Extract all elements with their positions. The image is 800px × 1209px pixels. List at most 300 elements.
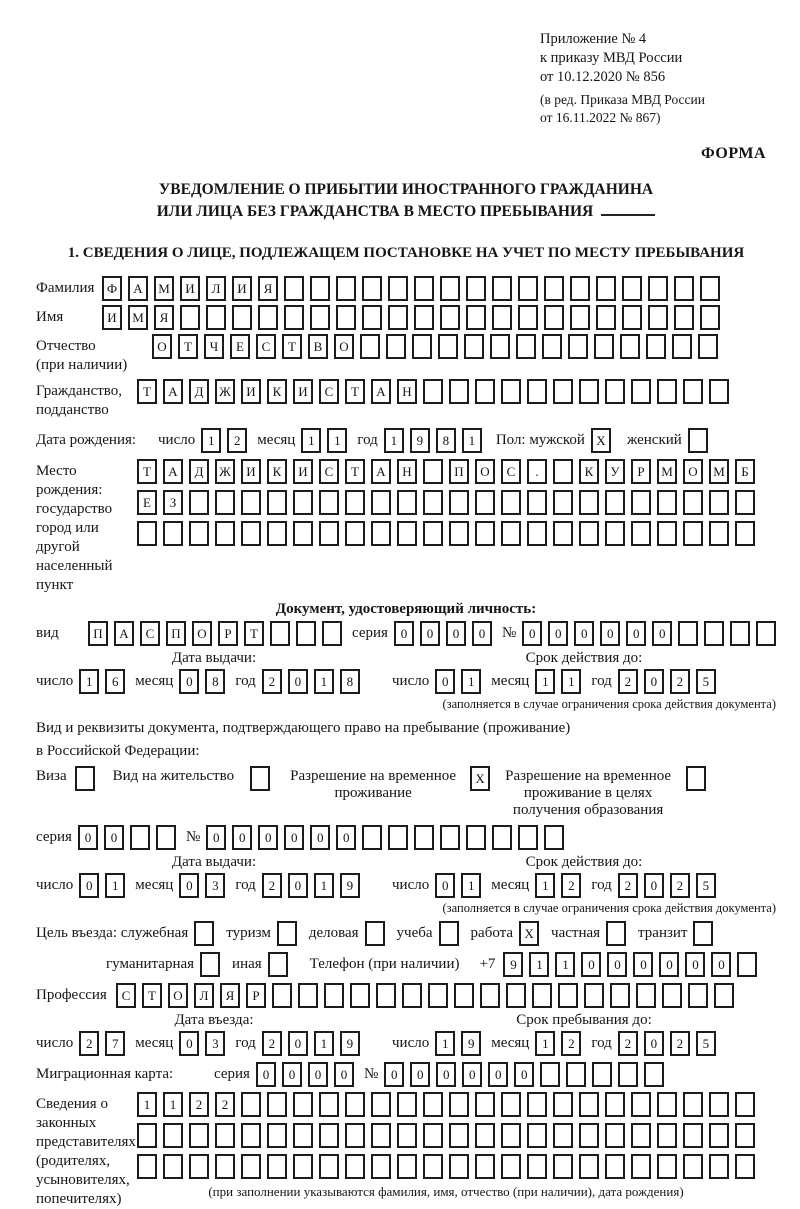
residence-doc-series-row (36, 825, 776, 850)
legal-reps-row (36, 1092, 776, 1209)
purpose-transit-checkbox (693, 921, 713, 946)
char-box (688, 983, 708, 1008)
char-box: И (180, 276, 200, 301)
char-box: 2 (618, 669, 638, 694)
birth-place-label-line2: государство (36, 501, 113, 517)
char-box (414, 276, 434, 301)
char-box (492, 276, 512, 301)
char-box (397, 521, 417, 546)
char-box (336, 305, 356, 330)
char-box: 0 (282, 1062, 302, 1087)
char-box: Л (206, 276, 226, 301)
year-label: год (235, 1035, 256, 1051)
char-box (362, 305, 382, 330)
char-box (490, 334, 510, 359)
identity-valid-row (392, 669, 776, 694)
char-box: П (166, 621, 186, 646)
char-box (267, 1123, 287, 1148)
char-box: Ч (204, 334, 224, 359)
char-box: 0 (420, 621, 440, 646)
char-box (553, 459, 573, 484)
char-box: 0 (548, 621, 568, 646)
entry-date-row (36, 1031, 392, 1056)
char-box: 0 (711, 952, 731, 977)
char-box: 0 (232, 825, 252, 850)
char-box: 0 (652, 621, 672, 646)
identity-valid-col (392, 649, 776, 694)
char-box (449, 490, 469, 515)
char-box (215, 521, 235, 546)
char-box (527, 521, 547, 546)
temp-residence-label (284, 766, 462, 802)
char-box (189, 490, 209, 515)
char-box (388, 305, 408, 330)
issue-date-heading: Дата выдачи: (171, 854, 257, 870)
char-box: А (163, 459, 183, 484)
char-box (449, 1123, 469, 1148)
char-box (414, 305, 434, 330)
char-box (423, 1154, 443, 1179)
char-box (570, 276, 590, 301)
sex-male-checkbox (591, 428, 611, 453)
char-box: Т (178, 334, 198, 359)
char-box (137, 521, 157, 546)
purpose-private-checkbox (606, 921, 626, 946)
char-box: X (591, 428, 611, 453)
char-box: 1 (555, 952, 575, 977)
temp-residence-edu-checkbox (686, 766, 706, 791)
char-box (319, 1154, 339, 1179)
char-box (501, 379, 521, 404)
char-box (518, 276, 538, 301)
entry-date-col (36, 1011, 392, 1056)
char-box (622, 276, 642, 301)
char-box (657, 490, 677, 515)
char-box: 2 (670, 873, 690, 898)
char-box: 0 (472, 621, 492, 646)
stay-until-col (392, 1011, 776, 1056)
char-box: Е (230, 334, 250, 359)
char-box: У (605, 459, 625, 484)
form-title-line1: УВЕДОМЛЕНИЕ О ПРИБЫТИИ ИНОСТРАННОГО ГРАЖДАНИНА (158, 181, 654, 198)
char-box (241, 521, 261, 546)
char-box (466, 825, 486, 850)
day-label: число (392, 673, 430, 689)
entry-day (79, 1031, 125, 1056)
char-box (527, 1123, 547, 1148)
char-box: А (128, 276, 148, 301)
char-box (480, 983, 500, 1008)
char-box: 5 (696, 669, 716, 694)
char-box: 1 (105, 873, 125, 898)
char-box: Н (397, 459, 417, 484)
birth-place-label-line4: населенный пункт (36, 558, 113, 593)
month-label: месяц (135, 673, 174, 689)
char-box: Т (137, 459, 157, 484)
name-label: Имя (36, 309, 64, 325)
purpose-other-label: иная (232, 956, 262, 972)
char-box: 2 (227, 428, 247, 453)
char-box (631, 490, 651, 515)
char-box: 8 (436, 428, 456, 453)
day-label: число (158, 432, 196, 448)
char-box: С (116, 983, 136, 1008)
char-box (215, 490, 235, 515)
char-box (475, 1092, 495, 1117)
char-box (423, 490, 443, 515)
char-box: 5 (696, 873, 716, 898)
purpose-study-label: учеба (396, 925, 433, 941)
char-box (579, 1092, 599, 1117)
char-box: 7 (105, 1031, 125, 1056)
char-box (319, 490, 339, 515)
char-box (735, 1123, 755, 1148)
char-box: 2 (189, 1092, 209, 1117)
char-box (501, 1092, 521, 1117)
purpose-humanitarian-label: гуманитарная (106, 956, 195, 972)
legal-reps-line3-boxes (137, 1154, 755, 1179)
char-box (605, 1123, 625, 1148)
char-box: 0 (514, 1062, 534, 1087)
char-box: 0 (206, 825, 226, 850)
phone-label: Телефон (при наличии) (309, 956, 460, 972)
char-box (579, 379, 599, 404)
purpose-transit-label: транзит (638, 925, 688, 941)
entry-month (179, 1031, 225, 1056)
char-box (250, 766, 270, 791)
doc-type-boxes (88, 621, 342, 646)
char-box (464, 334, 484, 359)
char-box (75, 766, 95, 791)
char-box: 0 (284, 825, 304, 850)
purpose-work-checkbox (519, 921, 539, 946)
char-box (194, 921, 214, 946)
char-box (336, 276, 356, 301)
char-box (200, 952, 220, 977)
form-word: ФОРМА (700, 145, 766, 162)
residence-valid-row (392, 873, 776, 898)
stay-day (435, 1031, 481, 1056)
char-box (648, 276, 668, 301)
purpose-study-checkbox (439, 921, 459, 946)
char-box (579, 1123, 599, 1148)
char-box: К (579, 459, 599, 484)
char-box (371, 1154, 391, 1179)
char-box: Т (282, 334, 302, 359)
char-box (605, 1092, 625, 1117)
legal-reps-note: (при заполнении указываются фамилия, имя, отчество (при наличии), дата рождения) (208, 1184, 684, 1199)
char-box: 1 (535, 669, 555, 694)
surname-row (36, 276, 776, 301)
char-box (542, 334, 562, 359)
char-box (636, 983, 656, 1008)
identity-valid-month (535, 669, 581, 694)
char-box (662, 983, 682, 1008)
char-box (657, 521, 677, 546)
char-box: 1 (435, 1031, 455, 1056)
char-box (268, 952, 288, 977)
char-box (553, 521, 573, 546)
char-box (620, 334, 640, 359)
char-box: 0 (488, 1062, 508, 1087)
char-box (693, 921, 713, 946)
char-box (206, 305, 226, 330)
residence-permit-checkbox (250, 766, 270, 791)
char-box (319, 1123, 339, 1148)
char-box (350, 983, 370, 1008)
char-box: 5 (696, 1031, 716, 1056)
char-box: 0 (659, 952, 679, 977)
temp-residence-edu-line1: Разрешение на временное (505, 768, 672, 784)
year-label: год (235, 673, 256, 689)
char-box (657, 1123, 677, 1148)
char-box (296, 621, 316, 646)
birth-day-boxes (201, 428, 247, 453)
char-box: О (192, 621, 212, 646)
char-box (360, 334, 380, 359)
char-box: 9 (340, 873, 360, 898)
name-row (36, 305, 776, 330)
char-box (527, 490, 547, 515)
series-label: серия (36, 829, 72, 845)
char-box: 0 (308, 1062, 328, 1087)
char-box (438, 334, 458, 359)
birth-place-line2-boxes (137, 490, 755, 515)
char-box: Т (137, 379, 157, 404)
char-box (137, 1123, 157, 1148)
char-box (423, 521, 443, 546)
char-box: 0 (179, 669, 199, 694)
migration-series-boxes (256, 1062, 354, 1087)
char-box: 1 (535, 873, 555, 898)
char-box: . (527, 459, 547, 484)
char-box (163, 521, 183, 546)
patronymic-label (36, 334, 152, 375)
char-box: 9 (461, 1031, 481, 1056)
char-box (362, 276, 382, 301)
char-box (241, 490, 261, 515)
char-box (605, 521, 625, 546)
char-box (163, 1123, 183, 1148)
patronymic-row (36, 334, 776, 375)
patronymic-boxes (152, 334, 718, 359)
char-box: П (449, 459, 469, 484)
char-box (558, 983, 578, 1008)
char-box (686, 766, 706, 791)
char-box: О (168, 983, 188, 1008)
birth-place-row (36, 459, 776, 595)
char-box: Л (194, 983, 214, 1008)
doc-number-boxes (522, 621, 776, 646)
char-box: 0 (581, 952, 601, 977)
legal-reps-label-line6: попечителях) (36, 1191, 122, 1207)
char-box: К (267, 379, 287, 404)
char-box (518, 825, 538, 850)
char-box (672, 334, 692, 359)
char-box: 0 (644, 669, 664, 694)
char-box: 0 (435, 669, 455, 694)
char-box: 2 (262, 873, 282, 898)
appendix-block (540, 30, 776, 127)
profession-row (36, 983, 776, 1008)
char-box: 1 (461, 669, 481, 694)
char-box (644, 1062, 664, 1087)
purpose-business-checkbox (365, 921, 385, 946)
char-box: Д (189, 379, 209, 404)
char-box: М (709, 459, 729, 484)
char-box (606, 921, 626, 946)
char-box (683, 379, 703, 404)
char-box: 1 (327, 428, 347, 453)
doc-type-label: вид (36, 625, 59, 641)
day-label: число (392, 1035, 430, 1051)
char-box: О (334, 334, 354, 359)
char-box: Я (220, 983, 240, 1008)
char-box (345, 1123, 365, 1148)
char-box: О (152, 334, 172, 359)
char-box: 0 (310, 825, 330, 850)
char-box: 2 (79, 1031, 99, 1056)
identity-issue-col (36, 649, 392, 694)
char-box (293, 521, 313, 546)
month-label: месяц (135, 1035, 174, 1051)
surname-boxes (102, 276, 720, 301)
char-box (544, 276, 564, 301)
citizenship-boxes (137, 379, 729, 404)
temp-residence-checkbox (470, 766, 490, 791)
char-box (130, 825, 150, 850)
identity-doc-row (36, 621, 776, 646)
char-box (324, 983, 344, 1008)
char-box: 6 (105, 669, 125, 694)
char-box: 1 (201, 428, 221, 453)
char-box: 0 (574, 621, 594, 646)
char-box (584, 983, 604, 1008)
char-box: 0 (288, 669, 308, 694)
char-box: Ж (215, 379, 235, 404)
valid-until-heading: Срок действия до: (525, 854, 643, 870)
appendix-line: к приказу МВД России (540, 50, 683, 66)
visa-checkbox (75, 766, 95, 791)
char-box (592, 1062, 612, 1087)
char-box (293, 1123, 313, 1148)
temp-residence-edu-line2: проживание в целях (523, 785, 653, 801)
migration-number-boxes (384, 1062, 664, 1087)
char-box (704, 621, 724, 646)
char-box (440, 825, 460, 850)
char-box: 0 (435, 873, 455, 898)
char-box (241, 1154, 261, 1179)
char-box (700, 276, 720, 301)
char-box (674, 305, 694, 330)
char-box: Р (246, 983, 266, 1008)
char-box: И (241, 459, 261, 484)
char-box: 1 (384, 428, 404, 453)
char-box (596, 305, 616, 330)
char-box (449, 521, 469, 546)
char-box (319, 1092, 339, 1117)
entry-dates (36, 1011, 776, 1056)
series-label: серия (214, 1066, 250, 1082)
char-box: 0 (522, 621, 542, 646)
purpose-private-label: частная (551, 925, 601, 941)
form-number-blank (601, 201, 655, 216)
char-box (631, 1123, 651, 1148)
legal-reps-label-line5: усыновителях, (36, 1172, 130, 1188)
char-box: 0 (288, 1031, 308, 1056)
identity-issue-day (79, 669, 125, 694)
number-label: № (185, 829, 201, 845)
char-box (397, 1092, 417, 1117)
char-box (319, 521, 339, 546)
char-box (596, 276, 616, 301)
char-box: 0 (685, 952, 705, 977)
residence-series-boxes (78, 825, 176, 850)
char-box (527, 1154, 547, 1179)
residence-valid-day (435, 873, 481, 898)
char-box (232, 305, 252, 330)
valid-note: (заполняется в случае ограничения срока действия документа) (442, 697, 776, 711)
char-box (475, 1154, 495, 1179)
form-title (36, 179, 776, 223)
char-box (698, 334, 718, 359)
char-box (709, 490, 729, 515)
patronymic-label-line2: (при наличии) (36, 357, 128, 373)
char-box (475, 521, 495, 546)
doc-series-boxes (394, 621, 492, 646)
citizenship-label (36, 379, 137, 420)
doc-number-label: № (501, 625, 517, 641)
patronymic-label-line1: Отчество (36, 338, 96, 354)
char-box (449, 1092, 469, 1117)
char-box (310, 305, 330, 330)
char-box: К (267, 459, 287, 484)
year-label: год (357, 432, 378, 448)
char-box: 0 (258, 825, 278, 850)
citizenship-label-line1: Гражданство, (36, 383, 123, 399)
purpose-official-checkbox (194, 921, 214, 946)
identity-issue-month (179, 669, 225, 694)
char-box (579, 490, 599, 515)
char-box: 1 (529, 952, 549, 977)
visa-label: Виза (36, 768, 67, 784)
char-box: Р (218, 621, 238, 646)
char-box (475, 379, 495, 404)
birth-date-row (36, 428, 776, 453)
char-box (737, 952, 757, 977)
purpose-extra-row (36, 952, 776, 977)
char-box: И (241, 379, 261, 404)
char-box (735, 1154, 755, 1179)
residence-number-boxes (206, 825, 564, 850)
residence-issue-col (36, 853, 392, 898)
char-box (241, 1092, 261, 1117)
legal-reps-boxes (137, 1092, 755, 1200)
char-box (553, 379, 573, 404)
char-box (428, 983, 448, 1008)
char-box (605, 1154, 625, 1179)
char-box (579, 521, 599, 546)
char-box (553, 490, 573, 515)
resident-doc-options-row (36, 766, 776, 819)
char-box: И (232, 276, 252, 301)
char-box (365, 921, 385, 946)
char-box (540, 1062, 560, 1087)
stay-until-heading: Срок пребывания до: (516, 1012, 652, 1028)
char-box (189, 1154, 209, 1179)
char-box (709, 1092, 729, 1117)
char-box: 1 (462, 428, 482, 453)
